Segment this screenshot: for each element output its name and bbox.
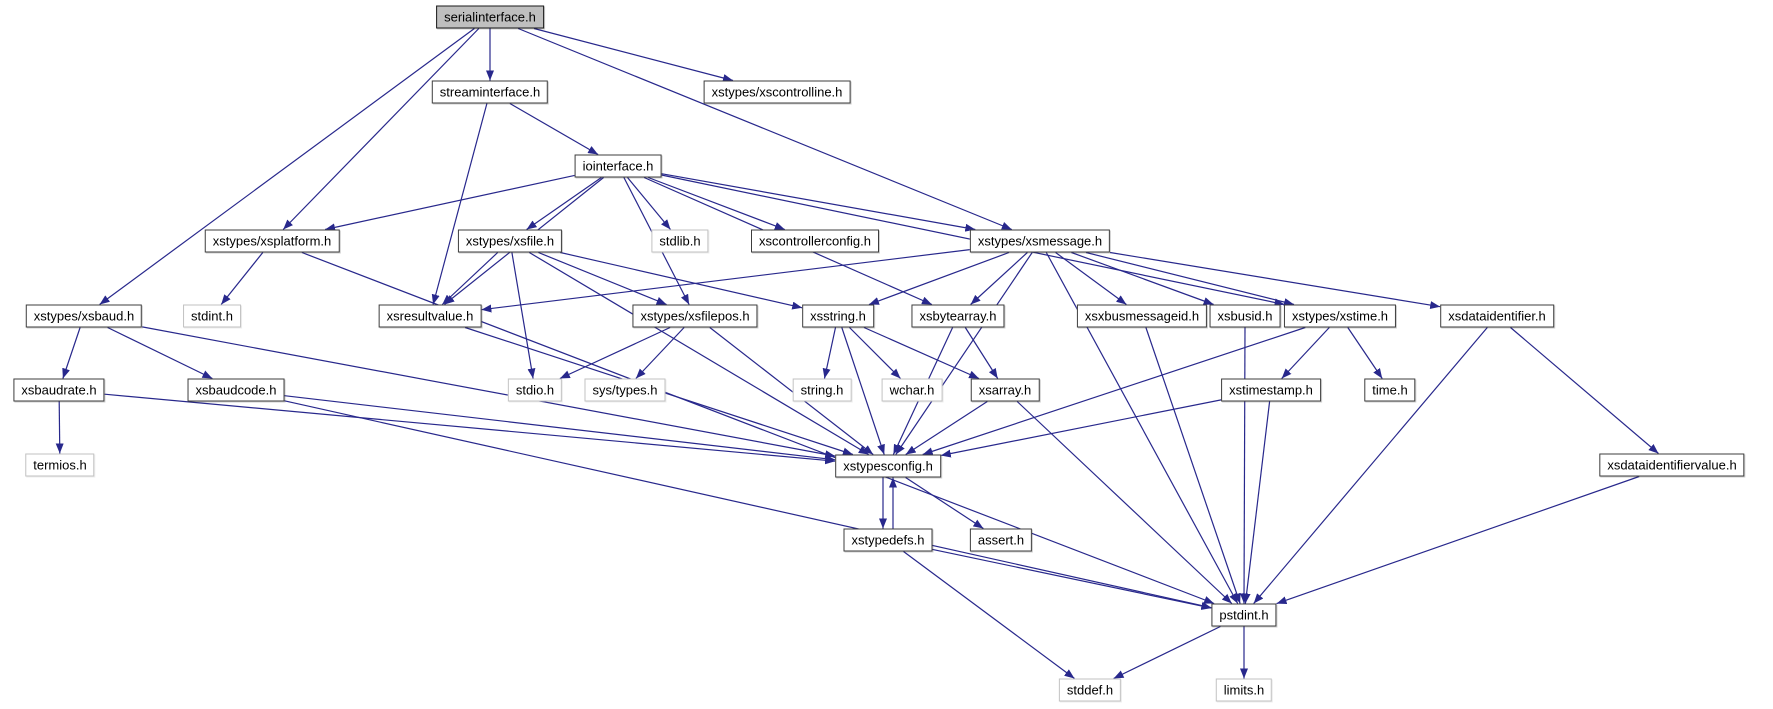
edge-xsfilepos-to-stdio [560, 328, 670, 379]
edge-iointerface-to-xsmessage [661, 174, 975, 230]
node-termios: termios.h [25, 454, 94, 477]
edge-xsmessage-to-xstime [1086, 253, 1294, 305]
edge-iointerface-to-stdlib [628, 178, 671, 230]
edge-xsbusid-to-pstdint [1244, 328, 1245, 604]
edge-xsarray-to-pstdint [1017, 402, 1232, 604]
edge-serialinterface-to-xscontrolline [534, 29, 733, 81]
node-xsarray[interactable]: xsarray.h [971, 379, 1040, 402]
edge-iointerface-to-xscontrollerconfig [648, 178, 785, 230]
edge-iointerface-to-xsplatform [325, 175, 574, 229]
node-xstimestamp[interactable]: xstimestamp.h [1221, 379, 1321, 402]
node-xsstring[interactable]: xsstring.h [802, 305, 874, 328]
edge-streaminterface-to-iointerface [510, 104, 598, 155]
node-xsbaud[interactable]: xstypes/xsbaud.h [26, 305, 142, 328]
node-stdint: stdint.h [183, 305, 241, 328]
node-xsfilepos[interactable]: xstypes/xsfilepos.h [632, 305, 757, 328]
edge-xsfilepos-to-systypes [636, 328, 684, 379]
edge-xsbaud-to-xsbaudrate [63, 328, 80, 379]
node-string: string.h [793, 379, 852, 402]
edge-xsstring-to-string [825, 328, 836, 379]
node-stdio: stdio.h [508, 379, 562, 402]
edge-xsmessage-to-xsbytearray [971, 253, 1028, 305]
edge-xstime-to-time [1348, 328, 1382, 379]
edge-xstypedefs-to-pstdint [933, 549, 1212, 608]
edge-xsfile-to-stdio [512, 253, 533, 379]
edge-xsfile-to-xsstring [560, 253, 802, 308]
node-xsfile[interactable]: xstypes/xsfile.h [458, 230, 562, 253]
edge-xsbaudrate-to-termios [59, 402, 60, 454]
edge-xsmessage-to-xstypesconfig [896, 253, 1032, 455]
edge-xsstring-to-wchar [850, 328, 901, 379]
node-xsbaudcode[interactable]: xsbaudcode.h [188, 379, 285, 402]
edge-serialinterface-to-xsplatform [283, 29, 479, 230]
edge-xstime-to-xstimestamp [1282, 328, 1330, 379]
node-xsbaudrate[interactable]: xsbaudrate.h [13, 379, 104, 402]
node-iointerface[interactable]: iointerface.h [575, 155, 662, 178]
node-wchar: wchar.h [882, 379, 943, 402]
node-limits: limits.h [1216, 679, 1272, 702]
node-xsbusid[interactable]: xsbusid.h [1210, 305, 1281, 328]
node-xsdataidentifier[interactable]: xsdataidentifier.h [1440, 305, 1554, 328]
node-xsplatform[interactable]: xstypes/xsplatform.h [205, 230, 340, 253]
node-xsbytearray[interactable]: xsbytearray.h [911, 305, 1004, 328]
edge-xsdataidentifiervalue-to-pstdint [1277, 477, 1640, 604]
node-time[interactable]: time.h [1364, 379, 1415, 402]
edge-xstimestamp-to-xstypesconfig [941, 400, 1221, 456]
edge-xsbaudrate-to-xstypesconfig [105, 394, 836, 461]
node-xsdataidentifiervalue[interactable]: xsdataidentifiervalue.h [1599, 454, 1744, 477]
node-streaminterface[interactable]: streaminterface.h [432, 81, 548, 104]
edge-xsbaud-to-xsbaudcode [108, 328, 213, 379]
edge-xsstring-to-xsarray [864, 328, 979, 379]
node-xsmessage[interactable]: xstypes/xsmessage.h [970, 230, 1110, 253]
edge-xsbaudcode-to-pstdint [285, 401, 1212, 608]
node-stdlib: stdlib.h [651, 230, 708, 253]
node-serialinterface: serialinterface.h [436, 6, 544, 29]
node-xscontrollerconfig[interactable]: xscontrollerconfig.h [751, 230, 879, 253]
edge-serialinterface-to-xsmessage [518, 29, 1012, 230]
edge-pstdint-to-stddef [1114, 627, 1221, 679]
node-xsxbusmessageid[interactable]: xsxbusmessageid.h [1077, 305, 1207, 328]
node-xscontrolline[interactable]: xstypes/xscontrolline.h [704, 81, 851, 104]
node-pstdint[interactable]: pstdint.h [1211, 604, 1276, 627]
edge-xsdataidentifier-to-xsdataidentifiervalue [1511, 328, 1659, 454]
edge-xsxbusmessageid-to-pstdint [1146, 328, 1240, 604]
node-assert[interactable]: assert.h [970, 529, 1032, 552]
node-xstypesconfig[interactable]: xstypesconfig.h [835, 455, 941, 478]
node-xsresultvalue[interactable]: xsresultvalue.h [379, 305, 482, 328]
node-xstime[interactable]: xstypes/xstime.h [1284, 305, 1396, 328]
edge-serialinterface-to-xsbaud [100, 29, 475, 305]
edge-xsfile-to-xsresultvalue [442, 253, 497, 305]
edge-xsbytearray-to-xsarray [965, 328, 997, 379]
node-xstypedefs[interactable]: xstypedefs.h [844, 529, 933, 552]
node-stddef: stddef.h [1059, 679, 1121, 702]
edge-xsdataidentifier-to-pstdint [1254, 328, 1488, 604]
edge-xsmessage-to-xsstring [869, 253, 1009, 305]
edge-xstimestamp-to-pstdint [1245, 402, 1269, 604]
node-systypes: sys/types.h [584, 379, 665, 402]
edge-xsplatform-to-stdint [221, 253, 263, 305]
edge-iointerface-to-xsfile [527, 178, 602, 230]
edge-xsmessage-to-xsdataidentifier [1110, 253, 1440, 307]
edge-xstypedefs-to-stddef [904, 552, 1075, 679]
edge-xstypesconfig-to-assert [906, 478, 984, 529]
